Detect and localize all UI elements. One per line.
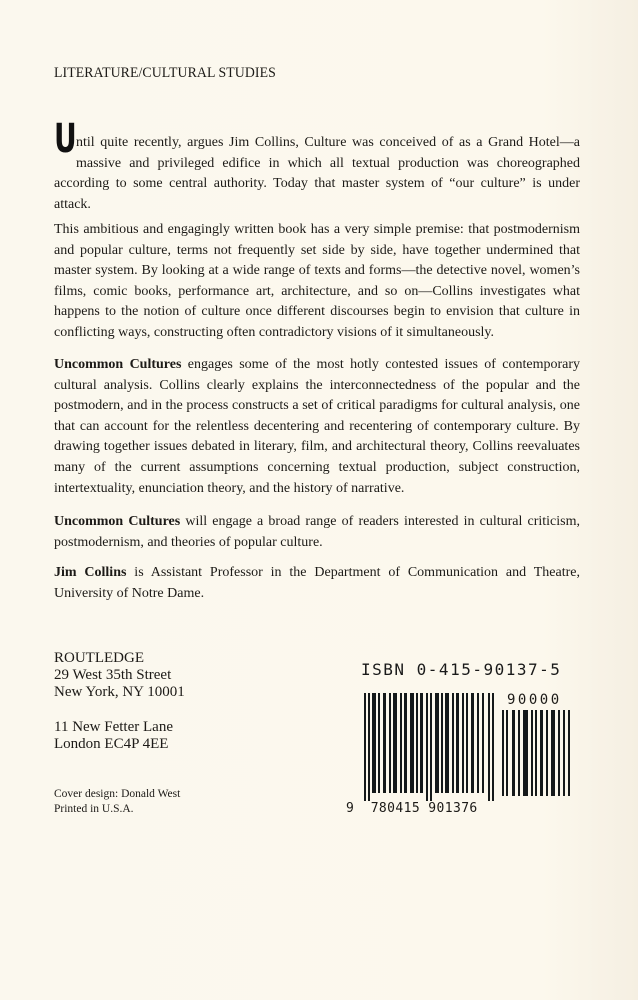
uk-address-line: London EC4P 4EE [54,736,169,752]
book-title: Uncommon Cultures [54,357,182,372]
author-bio: Jim Collins is Assistant Professor in the Department of Communication and Theatre, University of Notre Dame. [54,565,580,601]
drop-cap: U [54,116,77,162]
author-name: Jim Collins [54,565,127,580]
uk-address-line: 11 New Fetter Lane [54,719,173,735]
publisher-address [54,650,185,753]
category-label: LITERATURE/CULTURAL STUDIES [54,65,276,81]
isbn-label: ISBN 0-415-90137-5 [361,660,562,679]
publisher-name: ROUTLEDGE [54,650,144,666]
addon-barcode [502,710,572,796]
us-address-line: 29 West 35th Street [54,667,172,683]
description-paragraph-2: This ambitious and engagingly written book has a very simple premise: that postmodernism and popular culture, terms not frequently set side by side, have together undermined that master system. By looking at a wide range of texts and forms—the detective novel, women’s films, comic books, performance art, architecture, and so on—Collins investigates what happens to the notion of culture once different discourses begin to envision that culture in conflicting ways, constructing often contradictory visions of it simultaneously. [54,222,580,340]
description-paragraph-4: Uncommon Cultures will engage a broad range of readers interested in cultural criticism, postmodernism, and theories of popular culture. [54,514,580,550]
us-address-line: New York, NY 10001 [54,684,185,700]
book-title: Uncommon Cultures [54,514,181,529]
ean-barcode [364,693,494,793]
credits [54,787,180,817]
addon-digits: 90000 [507,692,562,708]
printed-in-credit: Printed in U.S.A. [54,803,134,815]
cover-design-credit: Cover design: Donald West [54,788,181,800]
ean-digits: 9 780415 901376 [346,801,478,816]
description-paragraph-3: Uncommon Cultures engages some of the most hotly contested issues of contemporary cultural analysis. Collins clearly explains the interconnectedness of the popular and the postmodern, and in the process constructs a set of critical paradigms for cultural analysis, one that can account for the relentless decentering and recentering of contemporary culture. By drawing together issues debated in literary, film, and architectural theory, Collins reevaluates many of the current assumptions concerning textual production, subject construction, intertextuality, enunciation theory, and the history of narrative. [54,357,580,496]
description-paragraph-1: Until quite recently, argues Jim Collins, Culture was conceived of as a Grand Hotel—a massive and privileged edifice in which all textual production was choreographed according to some central authority. Today that master system of “our culture” is under attack. [54,116,580,212]
